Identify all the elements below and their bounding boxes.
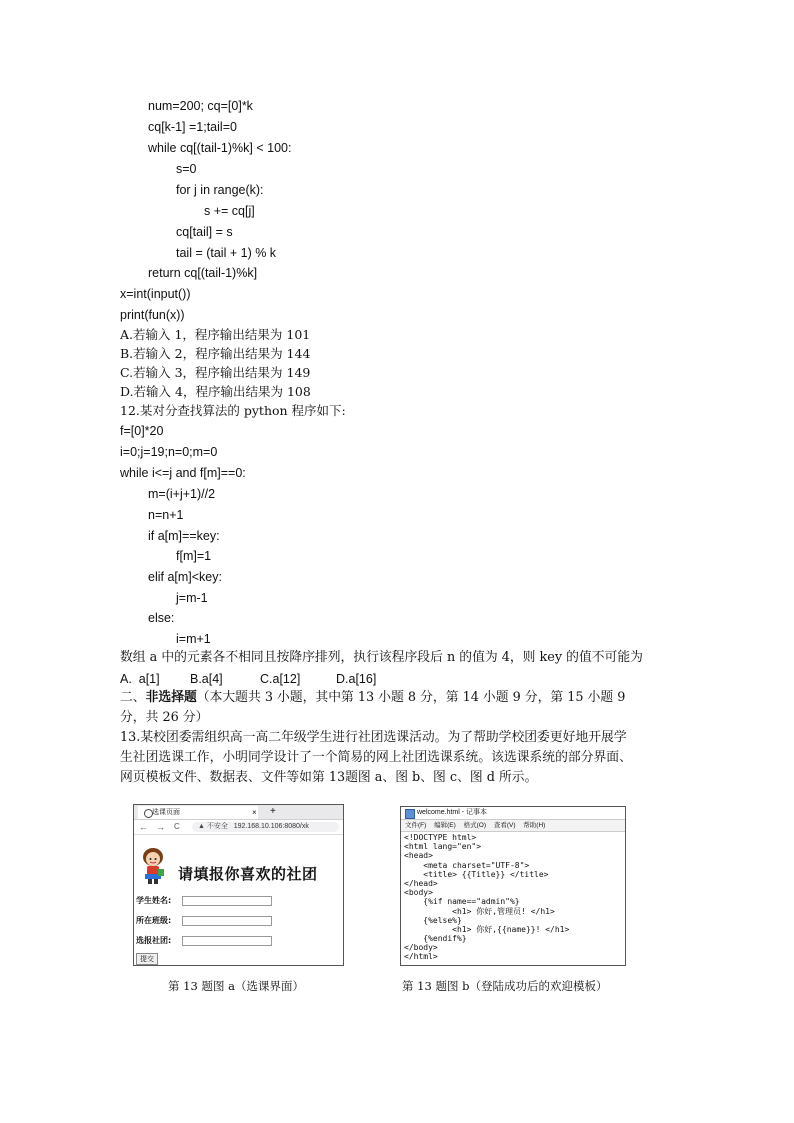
student-name-input[interactable] [182,896,272,906]
question-text: 数组 a 中的元素各不相同且按降序排列，执行该程序段后 n 的值为 4，则 key 的值不可能为 [120,650,643,665]
code-line: f=[0]*20 [120,424,164,438]
code-line: n=n+1 [148,508,184,522]
section-number: 二、 [120,690,146,705]
code-line: for j in range(k): [176,183,264,197]
option-b: B.若输入 2，程序输出结果为 144 [120,346,311,361]
club-input[interactable] [182,936,272,946]
back-icon[interactable]: ← [139,822,148,832]
reload-icon[interactable]: C [174,822,180,831]
section-desc: （本大题共 3 小题，其中第 13 小题 8 分，第 14 小题 9 分，第 15 小题 9 [196,690,626,705]
code-line: i=0;j=19;n=0;m=0 [120,445,218,459]
option-c: C.a[12] [260,672,301,686]
browser-tab-bar [134,805,343,820]
window-title: welcome.html - 记事本 [417,809,488,816]
code-line: return cq[(tail-1)%k] [148,266,258,280]
section-heading [120,690,625,706]
browser-nav-bar [134,820,343,835]
code-line: cq[k-1] =1;tail=0 [148,120,237,134]
not-secure-warning: ▲ 不安全 [198,823,228,830]
notepad-icon [405,809,415,819]
option-b: B.a[4] [190,672,223,686]
code-line: {%if name=="admin"%} [404,897,520,906]
menu-view[interactable]: 查看(V) [493,822,516,829]
url-text: 192.168.10.106:8080/xk [233,823,309,830]
notepad-menu-bar [401,820,625,832]
page-title: 请填报你喜欢的社团 [178,865,318,883]
tab-title: 选课页面 [152,809,180,816]
code-line: <h1> 你好,{{name}}! </h1> [404,925,570,934]
code-line: x=int(input()) [120,287,191,301]
code-line: <html lang="en"> [404,842,482,851]
code-line: j=m-1 [176,591,208,605]
code-line: else: [148,611,175,625]
code-line: <meta charset="UTF-8"> [404,861,530,870]
code-line: <body> [404,888,433,897]
figure-a-browser [133,804,344,966]
code-line: i=m+1 [176,632,211,646]
browser-tab[interactable] [138,806,258,819]
question-text: 13.某校团委需组织高一高二年级学生进行社团选课活动。为了帮助学校团委更好地开展学 [120,730,627,745]
option-a: A. a[1] [120,672,160,686]
option-a: A.若输入 1，程序输出结果为 101 [120,327,311,342]
code-line: tail = (tail + 1) % k [176,246,277,260]
student-name-label: 学生姓名: [136,896,172,905]
code-line: </head> [404,879,438,888]
notepad-title-bar [401,807,625,820]
code-line: while cq[(tail-1)%k] < 100: [148,141,292,155]
option-d: D.若输入 4，程序输出结果为 108 [120,384,311,399]
code-line: print(fun(x)) [120,308,185,322]
code-line: </body> [404,943,438,952]
code-line: {%else%} [404,916,462,925]
code-line: s=0 [176,162,197,176]
close-icon[interactable]: × [252,808,257,817]
code-line: num=200; cq=[0]*k [148,99,253,113]
code-line: cq[tail] = s [176,225,233,239]
code-line: while i<=j and f[m]==0: [120,466,246,480]
class-input[interactable] [182,916,272,926]
code-line: m=(i+j+1)//2 [148,487,216,501]
menu-edit[interactable]: 编辑(E) [434,822,456,829]
code-line: <title> {{Title}} </title> [404,870,549,879]
code-line: </html> [404,952,438,961]
figure-b-notepad [400,806,626,966]
code-line: s += cq[j] [204,204,255,218]
code-line: <!DOCTYPE html> [404,833,477,842]
class-label: 所在班级: [136,916,172,925]
code-line: <h1> 你好,管理员! </h1> [404,907,555,916]
code-line: f[m]=1 [176,549,212,563]
section-title: 非选择题 [145,690,197,705]
menu-file[interactable]: 文件(F) [405,822,427,829]
address-bar[interactable] [192,822,339,832]
student-avatar-icon [138,845,168,885]
new-tab-icon[interactable]: + [270,806,276,817]
menu-format[interactable]: 格式(O) [463,822,486,829]
question-text: 生社团选课工作，小明同学设计了一个简易的网上社团选课系统。该选课系统的部分界面、 [120,750,632,765]
figure-b-caption: 第 13 题图 b（登陆成功后的欢迎模板） [402,979,608,993]
menu-help[interactable]: 帮助(H) [523,822,546,829]
code-line: {%endif%} [404,934,467,943]
club-label: 选报社团: [136,936,172,945]
option-c: C.若输入 3，程序输出结果为 149 [120,365,311,380]
forward-icon[interactable]: → [156,822,165,832]
section-desc-cont: 分，共 26 分） [120,710,209,725]
question-title: 12.某对分查找算法的 python 程序如下: [120,403,346,418]
option-d: D.a[16] [336,672,377,686]
submit-button[interactable]: 提交 [136,953,158,965]
code-line: if a[m]==key: [148,529,220,543]
code-line: elif a[m]<key: [148,570,222,584]
code-line: <head> [404,851,433,860]
question-text: 网页模板文件、数据表、文件等如第 13题图 a、图 b、图 c、图 d 所示。 [120,770,538,785]
globe-icon [144,809,153,818]
figure-a-caption: 第 13 题图 a（选课界面） [168,979,304,993]
